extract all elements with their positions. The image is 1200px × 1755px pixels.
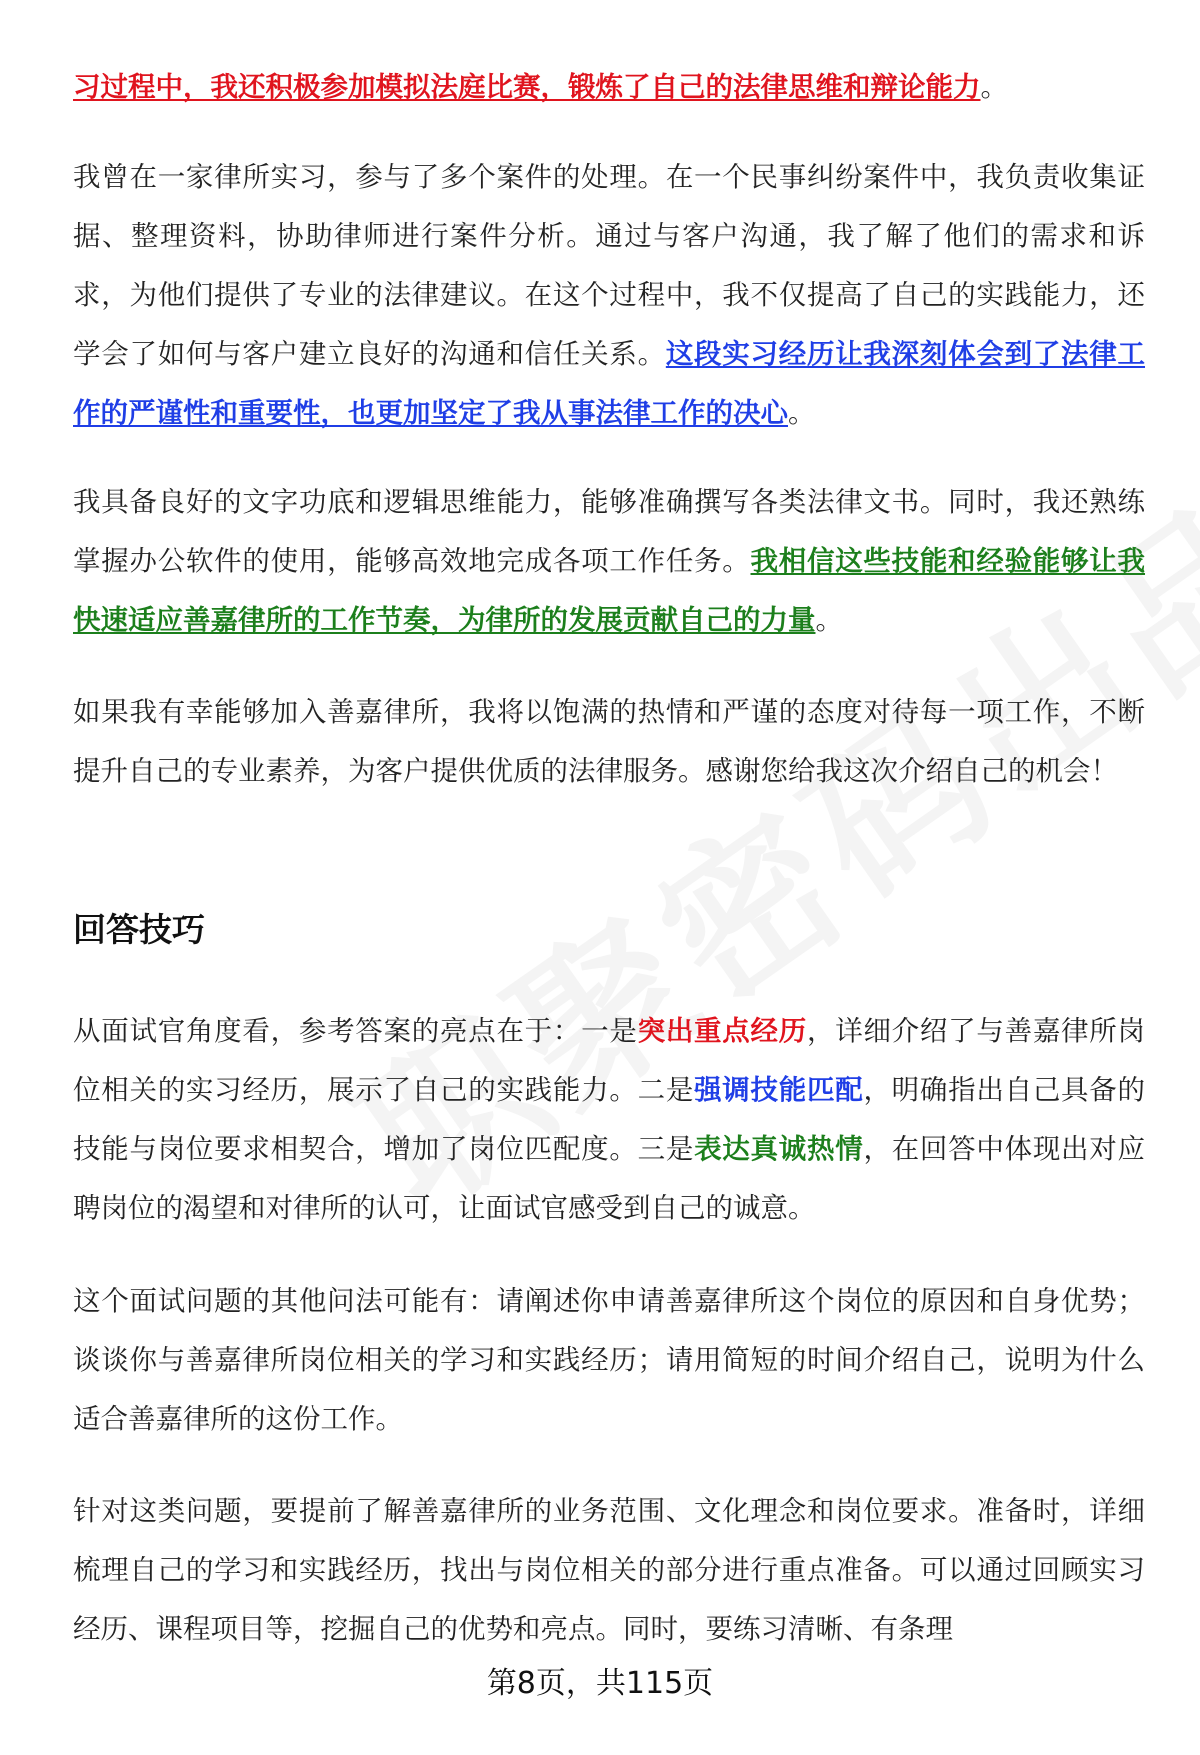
paragraph-4-d: ，在回答中体现出对应聘岗位的渴望和对律所的认可，让面试官感受到自己的诚意。 xyxy=(73,1133,1146,1224)
highlight-green: 我相信这些技能和经验能够让我快速适应善嘉律所的工作节奏，为律所的发展贡献自己的力量 xyxy=(73,545,1146,636)
paragraph-2 xyxy=(73,473,1145,650)
paragraph-4-b: ，详细介绍了与善嘉律所岗位相关的实习经历，展示了自己的实践能力。二是 xyxy=(73,1015,1146,1106)
paragraph-3-text: 如果我有幸能够加入善嘉律所，我将以饱满的热情和严谨的态度对待每一项工作，不断提升自己的专业素养，为客户提供优质的法律服务。感谢您给我这次介绍自己的机会！ xyxy=(73,696,1145,787)
keyword-red: 突出重点经历 xyxy=(637,1015,807,1047)
paragraph-2-end: 。 xyxy=(815,604,843,636)
paragraph-1-text: 我曾在一家律所实习，参与了多个案件的处理。在一个民事纠纷案件中，我负责收集证据、整理资料，协助律师进行案件分析。通过与客户沟通，我了解了他们的需求和诉求，为他们提供了专业的法律建议。在这个过程中，我不仅提高了自己的实践能力，还学会了如何与客户建立良好的沟通和信任关系。 xyxy=(73,161,1145,370)
highlight-red: 习过程中，我还积极参加模拟法庭比赛，锻炼了自己的法律思维和辩论能力 xyxy=(73,71,981,103)
paragraph-1 xyxy=(73,148,1145,443)
paragraph-1-end: 。 xyxy=(788,397,816,429)
paragraph-2-text: 我具备良好的文字功底和逻辑思维能力，能够准确撰写各类法律文书。同时，我还熟练掌握办公软件的使用，能够高效地完成各项工作任务。 xyxy=(73,486,1145,577)
highlight-blue: 这段实习经历让我深刻体会到了法律工作的严谨性和重要性，也更加坚定了我从事法律工作的决心 xyxy=(73,338,1146,429)
paragraph-0-end: 。 xyxy=(980,71,1008,103)
paragraph-4-a: 从面试官角度看，参考答案的亮点在于：一是 xyxy=(73,1015,638,1047)
paragraph-6 xyxy=(73,1482,1145,1659)
paragraph-6-text: 针对这类问题，要提前了解善嘉律所的业务范围、文化理念和岗位要求。准备时，详细梳理自己的学习和实践经历，找出与岗位相关的部分进行重点准备。可以通过回顾实习经历、课程项目等，挖掘自己的优势和亮点。同时，要练习清晰、有条理 xyxy=(73,1495,1145,1645)
page-number-footer: 第8页，共115页 xyxy=(486,1666,714,1701)
paragraph-5-text: 这个面试问题的其他问法可能有：请阐述你申请善嘉律所这个岗位的原因和自身优势；谈谈你与善嘉律所岗位相关的学习和实践经历；请用简短的时间介绍自己，说明为什么适合善嘉律所的这份工作。 xyxy=(73,1285,1145,1435)
section-heading: 回答技巧 xyxy=(73,910,205,949)
paragraph-3 xyxy=(73,683,1145,801)
keyword-green: 表达真诚热情 xyxy=(694,1133,864,1165)
paragraph-5 xyxy=(73,1272,1145,1449)
paragraph-4 xyxy=(73,1002,1145,1238)
keyword-blue: 强调技能匹配 xyxy=(694,1074,864,1106)
paragraph-4-c: ，明确指出自己具备的技能与岗位要求相契合，增加了岗位匹配度。三是 xyxy=(73,1074,1146,1165)
paragraph-0 xyxy=(73,58,1145,117)
